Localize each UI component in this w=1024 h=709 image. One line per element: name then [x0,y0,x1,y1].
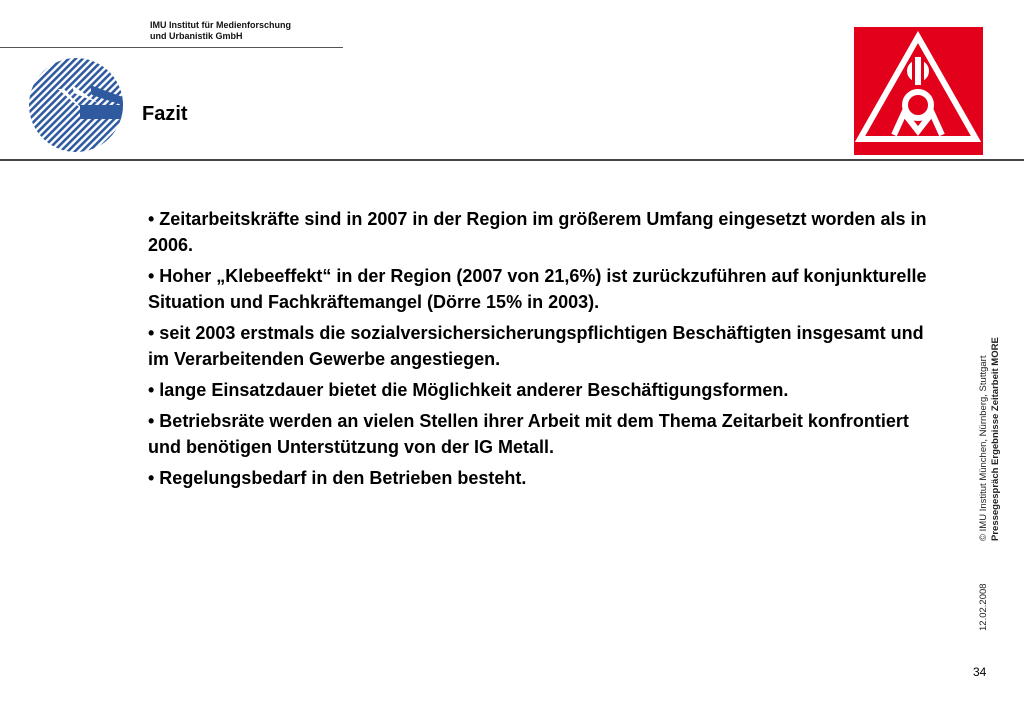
conclusion-list [148,206,938,496]
bullet-item: • Hoher „Klebeeffekt“ in der Region (2007 von 21,6%) ist zurückzuführen auf konjunkturelle Situation und Fachkräftemangel (Dörre 15% in 2003). [148,266,927,312]
bullet-item: • lange Einsatzdauer bietet die Möglichkeit anderer Beschäftigungsformen. [148,380,789,400]
copyright-notice: © IMU Institut München, Nürnberg, Stuttgart [978,355,989,541]
sidebar-credits [978,337,1002,541]
bullet-item: • seit 2003 erstmals die sozialversichersicherungspflichtigen Beschäftigten insgesamt und im Verarbeitenden Gewerbe angestiegen. [148,323,924,369]
bullet-item: • Betriebsräte werden an vielen Stellen ihrer Arbeit mit dem Thema Zeitarbeit konfrontiert und benötigen Unterstützung von der IG Metall. [148,411,909,457]
presentation-date: 12.02.2008 [978,583,989,631]
institute-name-line1: IMU Institut für Medienforschung [150,20,291,30]
ig-metall-logo-icon [854,27,983,155]
presentation-name: Pressegespräch Ergebnisse Zeitarbeit MORE [990,337,1001,541]
institute-name-line2: und Urbanistik GmbH [150,31,243,41]
page-title: Fazit [142,103,188,125]
header-divider [0,159,1024,161]
institute-name [150,20,291,42]
imu-logo-icon [28,55,130,155]
header-divider-short [0,47,343,48]
bullet-item: • Zeitarbeitskräfte sind in 2007 in der Region im größerem Umfang eingesetzt worden als in 2006. [148,209,927,255]
bullet-item: • Regelungsbedarf in den Betrieben besteht. [148,468,527,488]
page-number: 34 [973,665,987,679]
